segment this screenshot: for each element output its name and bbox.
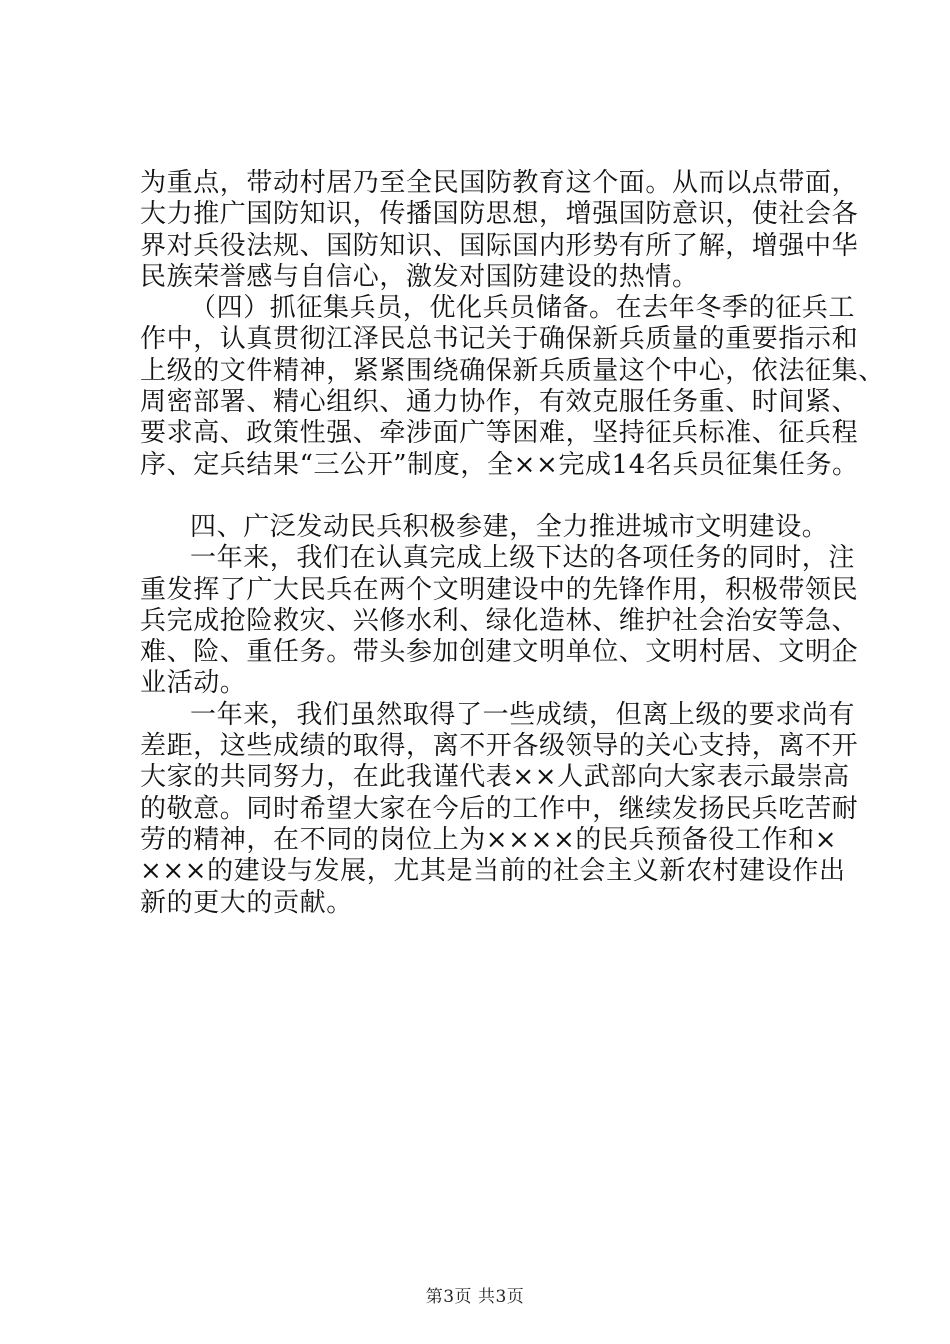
paragraph-line: 民族荣誉感与自信心，激发对国防建设的热情。 xyxy=(140,261,699,292)
page-number: 第3页 共3页 xyxy=(425,1287,525,1307)
paragraph-line: 难、险、重任务。带头参加创建文明单位、文明村居、文明企 xyxy=(140,637,859,668)
paragraph-line: 周密部署、精心组织、通力协作，有效克服任务重、时间紧、 xyxy=(140,387,859,418)
paragraph-line-indented: 一年来，我们虽然取得了一些成绩，但离上级的要求尚有 xyxy=(190,699,856,730)
paragraph-line: 新的更大的贡献。 xyxy=(140,887,353,918)
paragraph-line: 大力推广国防知识，传播国防思想，增强国防意识，使社会各 xyxy=(140,199,859,230)
page-footer xyxy=(0,1282,950,1307)
paragraph-line: 重发挥了广大民兵在两个文明建设中的先锋作用，积极带领民 xyxy=(140,574,859,605)
paragraph-line: 大家的共同努力，在此我谨代表××人武部向大家表示最崇高 xyxy=(140,762,850,793)
paragraph-line: 要求高、政策性强、牵涉面广等困难，坚持征兵标准、征兵程 xyxy=(140,418,859,449)
paragraph-line: 界对兵役法规、国防知识、国际国内形势有所了解，增强中华 xyxy=(140,230,859,261)
paragraph-line: 作中，认真贯彻江泽民总书记关于确保新兵质量的重要指示和 xyxy=(140,324,859,355)
paragraph-line: 上级的文件精神，紧紧围绕确保新兵质量这个中心，依法征集、 xyxy=(140,355,885,386)
paragraph-line: 序、定兵结果“三公开”制度，全××完成14名兵员征集任务。 xyxy=(140,449,859,480)
paragraph-line: 的敬意。同时希望大家在今后的工作中，继续发扬民兵吃苦耐 xyxy=(140,793,859,824)
paragraph-line: 兵完成抢险救灾、兴修水利、绿化造林、维护社会治安等急、 xyxy=(140,605,859,636)
paragraph-line: 业活动。 xyxy=(140,668,247,699)
body-text-section-1 xyxy=(140,168,885,481)
paragraph-line: 为重点，带动村居乃至全民国防教育这个面。从而以点带面， xyxy=(140,168,859,198)
paragraph-line: 差距，这些成绩的取得，离不开各级领导的关心支持，离不开 xyxy=(140,731,859,762)
paragraph-line: 劳的精神，在不同的岗位上为××××的民兵预备役工作和× xyxy=(140,824,838,855)
paragraph-line: ×××的建设与发展，尤其是当前的社会主义新农村建设作出 xyxy=(140,856,846,887)
section-heading: 四、广泛发动民兵积极参建，全力推进城市文明建设。 xyxy=(190,512,829,542)
paragraph-line-indented: 一年来，我们在认真完成上级下达的各项任务的同时，注 xyxy=(190,543,856,574)
body-text-section-2 xyxy=(140,512,860,919)
paragraph-line-indented: （四）抓征集兵员，优化兵员储备。在去年冬季的征兵工 xyxy=(190,293,856,324)
